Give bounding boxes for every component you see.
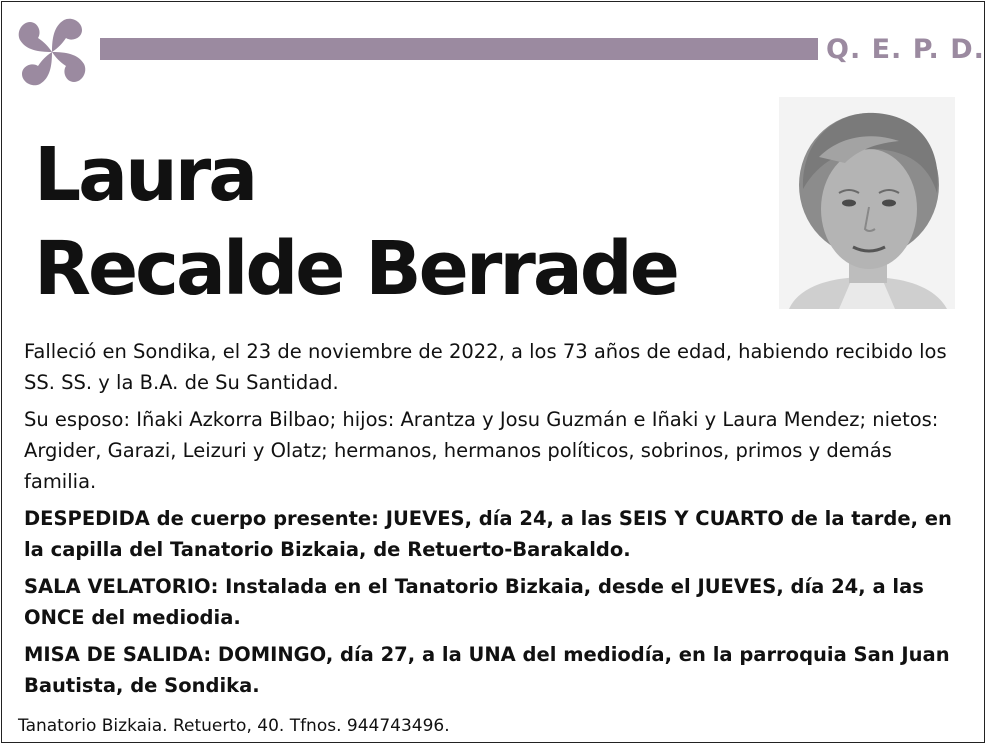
family-list: Su esposo: Iñaki Azkorra Bilbao; hijos: Arantza y Josu Guzmán e Iñaki y Laura Mendez; nietos: Argider, Garazi, Leizuri y Olatz; hermanos, hermanos políticos, sobrinos, primos y demás familia. <box>24 408 939 493</box>
lauburu-icon <box>10 10 94 94</box>
wake-room-info: SALA VELATORIO: Instalada en el Tanatorio Bizkaia, desde el JUEVES, día 24, a las ONCE del mediodia. <box>24 575 924 629</box>
first-name: Laura <box>34 132 256 218</box>
funeral-mass-info: MISA DE SALIDA: DOMINGO, día 27, a la UNA del mediodía, en la parroquia San Juan Bautista, de Sondika. <box>24 643 950 697</box>
portrait-image <box>779 97 955 309</box>
header-bar <box>100 38 818 60</box>
obituary-text <box>24 336 962 707</box>
funeral-home-footer: Tanatorio Bizkaia. Retuerto, 40. Tfnos. 944743496. <box>18 716 450 736</box>
death-notice: Falleció en Sondika, el 23 de noviembre de 2022, a los 73 años de edad, habiendo recibido los SS. SS. y la B.A. de Su Santidad. <box>24 340 947 394</box>
portrait-photo <box>779 97 955 309</box>
qepd-label: Q. E. P. D. <box>826 34 985 65</box>
farewell-info: DESPEDIDA de cuerpo presente: JUEVES, día 24, a las SEIS Y CUARTO de la tarde, en la capilla del Tanatorio Bizkaia, de Retuerto-Barakaldo. <box>24 507 952 561</box>
surnames: Recalde Berrade <box>34 226 677 312</box>
